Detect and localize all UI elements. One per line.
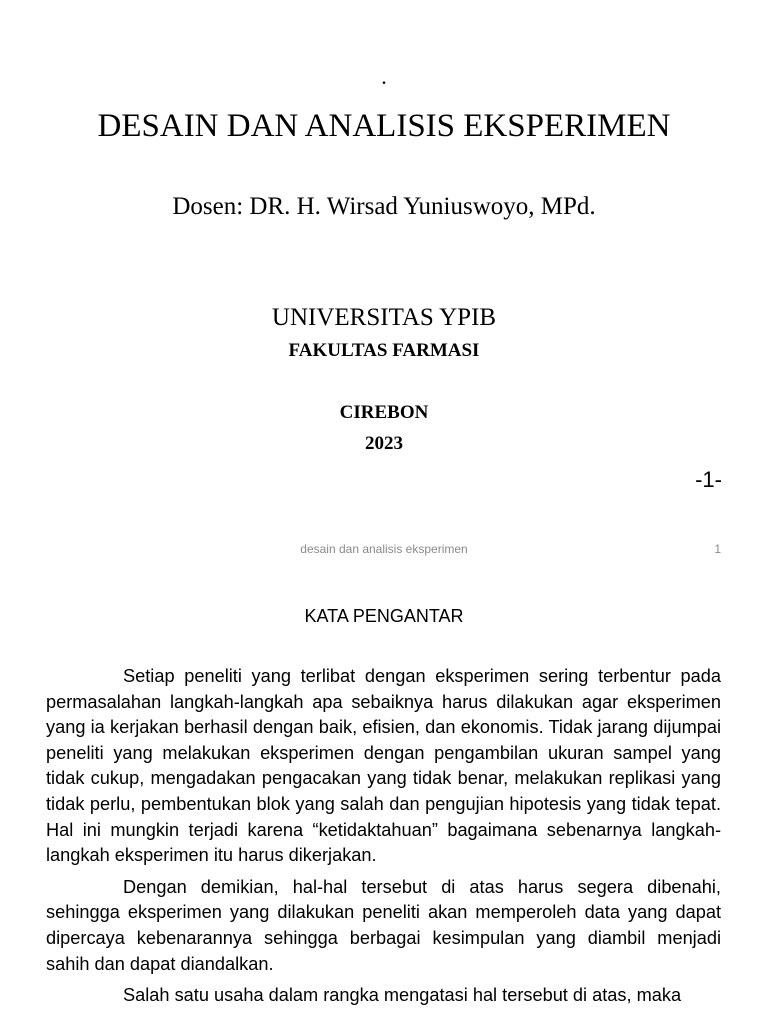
- preface-paragraph-3: Salah satu usaha dalam rangka mengatasi hal tersebut di atas, maka: [123, 985, 682, 1006]
- preface-body: [46, 664, 721, 1015]
- running-header-page-number: 1: [714, 542, 721, 556]
- cover-title: DESAIN DAN ANALISIS EKSPERIMEN: [97, 108, 671, 144]
- cover-dot: .: [381, 64, 387, 89]
- cover-university: UNIVERSITAS YPIB: [271, 304, 497, 331]
- running-header-title: desain dan analisis eksperimen: [300, 542, 468, 556]
- cover-lecturer: Dosen: DR. H. Wirsad Yuniuswoyo, MPd.: [172, 193, 596, 220]
- cover-faculty: FAKULTAS FARMASI: [288, 340, 480, 361]
- cover-city: CIREBON: [339, 402, 429, 423]
- cover-year: 2023: [365, 433, 403, 454]
- preface-paragraph-2: Dengan demikian, hal-hal tersebut di atas harus segera dibenahi, sehingga eksperimen yang dilakukan peneliti akan memperoleh data yang dapat dipercaya kebenarannya sehingga berbagai kesimpulan yang diambil menjadi sahih dan dapat diandalkan.: [46, 876, 721, 974]
- preface-title: KATA PENGANTAR: [304, 606, 464, 626]
- preface-paragraph-1: Setiap peneliti yang terlibat dengan eksperimen sering terbentur pada permasalahan langkah-langkah apa sebaiknya harus dilakukan agar eksperimen yang ia kerjakan berhasil dengan baik, efisien, dan ekonomis. Tidak jarang dijumpai peneliti yang melakukan eksperimen dengan pengambilan ukuran sampel yang tidak cukup, mengadakan pengacakan yang tidak benar, melakukan replikasi yang tidak perlu, pembentukan blok yang salah dan pengujian hipotesis yang tidak tepat. Hal ini mungkin terjadi karena “ketidaktahuan” bagaimana sebenarnya langkah-langkah eksperimen itu harus dikerjakan.: [46, 666, 721, 866]
- cover-page-label: -1-: [695, 467, 722, 492]
